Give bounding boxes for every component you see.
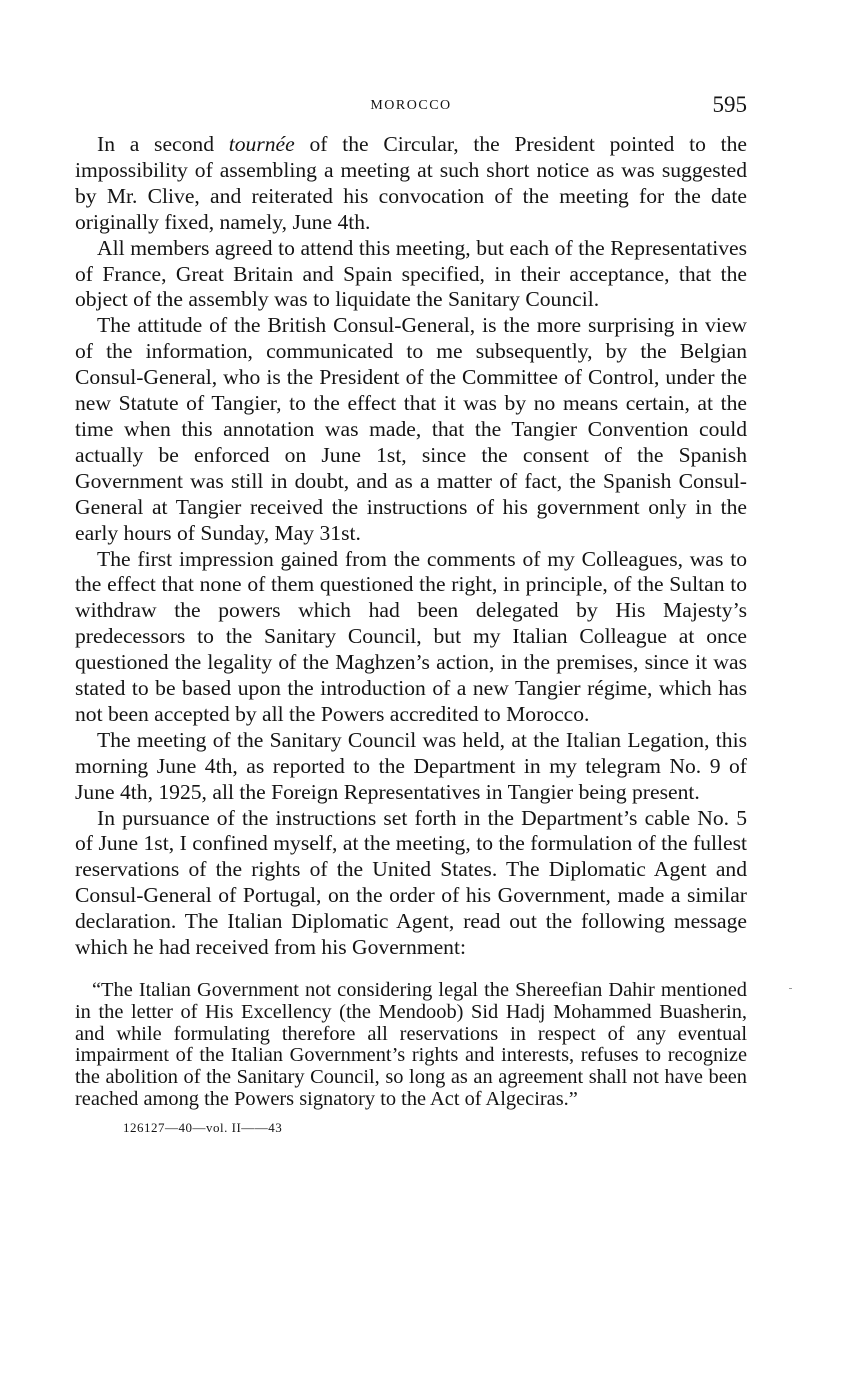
margin-speck: [789, 988, 792, 989]
paragraph-3: The attitude of the British Consul-General, is the more surprising in view of the information, communicated to me subsequently, by the Belgian Consul-General, who is the President of the Committee of Control, under the new Statute of Tangier, to the effect that it was by no means certain, at the time when this annotation was made, that the Tangier Convention could actually be enforced on June 1st, since the consent of the Spanish Government was still in doubt, and as a matter of fact, the Spanish Consul-General at Tangier received the instructions of his government only in the early hours of Sunday, May 31st.: [75, 313, 747, 545]
running-header: [75, 92, 747, 126]
running-title: MOROCCO: [370, 98, 452, 113]
printer-signature: 126127—40—vol. II——43: [123, 1119, 283, 1135]
paragraph-5: The meeting of the Sanitary Council was held, at the Italian Legation, this morning June 4th, as reported to the Department in my telegram No. 9 of June 4th, 1925, all the Foreign Representatives in Tangier being present.: [75, 727, 747, 804]
page-number: 595: [712, 92, 747, 117]
paragraph-4: The first impression gained from the comments of my Colleagues, was to the effect that none of them questioned the right, in principle, of the Sultan to withdraw the powers which had been delegated by His Majesty’s predecessors to the Sanitary Council, but my Italian Colleague at once questioned the legality of the Maghzen’s action, in the premises, since it was stated to be based upon the introduction of a new Tangier régime, which has not been accepted by all the Powers accredited to Morocco.: [75, 546, 747, 726]
paragraph-1-emphasis: tournée: [228, 132, 295, 156]
paragraph-6: In pursuance of the instructions set forth in the Department’s cable No. 5 of June 1st, I confined myself, at the meeting, to the formulation of the fullest reservations of the rights of the United States. The Diplomatic Agent and Consul-General of Portugal, on the order of his Government, made a similar declaration. The Italian Diplomatic Agent, read out the following message which he had received from his Government:: [75, 805, 747, 960]
paragraph-1: [75, 132, 747, 236]
body-text: [75, 132, 747, 1136]
block-quote: “The Italian Government not considering legal the Shereefian Dahir mentioned in the letter of His Excellency (the Mendoob) Sid Hadj Mohammed Buasherin, and while formulating therefore all reservations in respect of any eventual impairment of the Italian Government’s rights and interests, refuses to recognize the abolition of the Sanitary Council, so long as an agreement shall not have been reached among the Powers signatory to the Act of Algeciras.”: [75, 979, 747, 1110]
paragraph-1-rest: of the Circular, the President pointed to the impossibility of assembling a meeting at such short notice as was suggested by Mr. Clive, and reiterated his convocation of the meeting for the date originally fixed, namely, June 4th.: [75, 132, 747, 234]
paragraph-1-lead: In a second: [97, 132, 229, 156]
document-page: [75, 92, 747, 1136]
paragraph-2: All members agreed to attend this meeting, but each of the Representatives of France, Great Britain and Spain specified, in their acceptance, that the object of the assembly was to liquidate the Sanitary Council.: [75, 235, 747, 312]
